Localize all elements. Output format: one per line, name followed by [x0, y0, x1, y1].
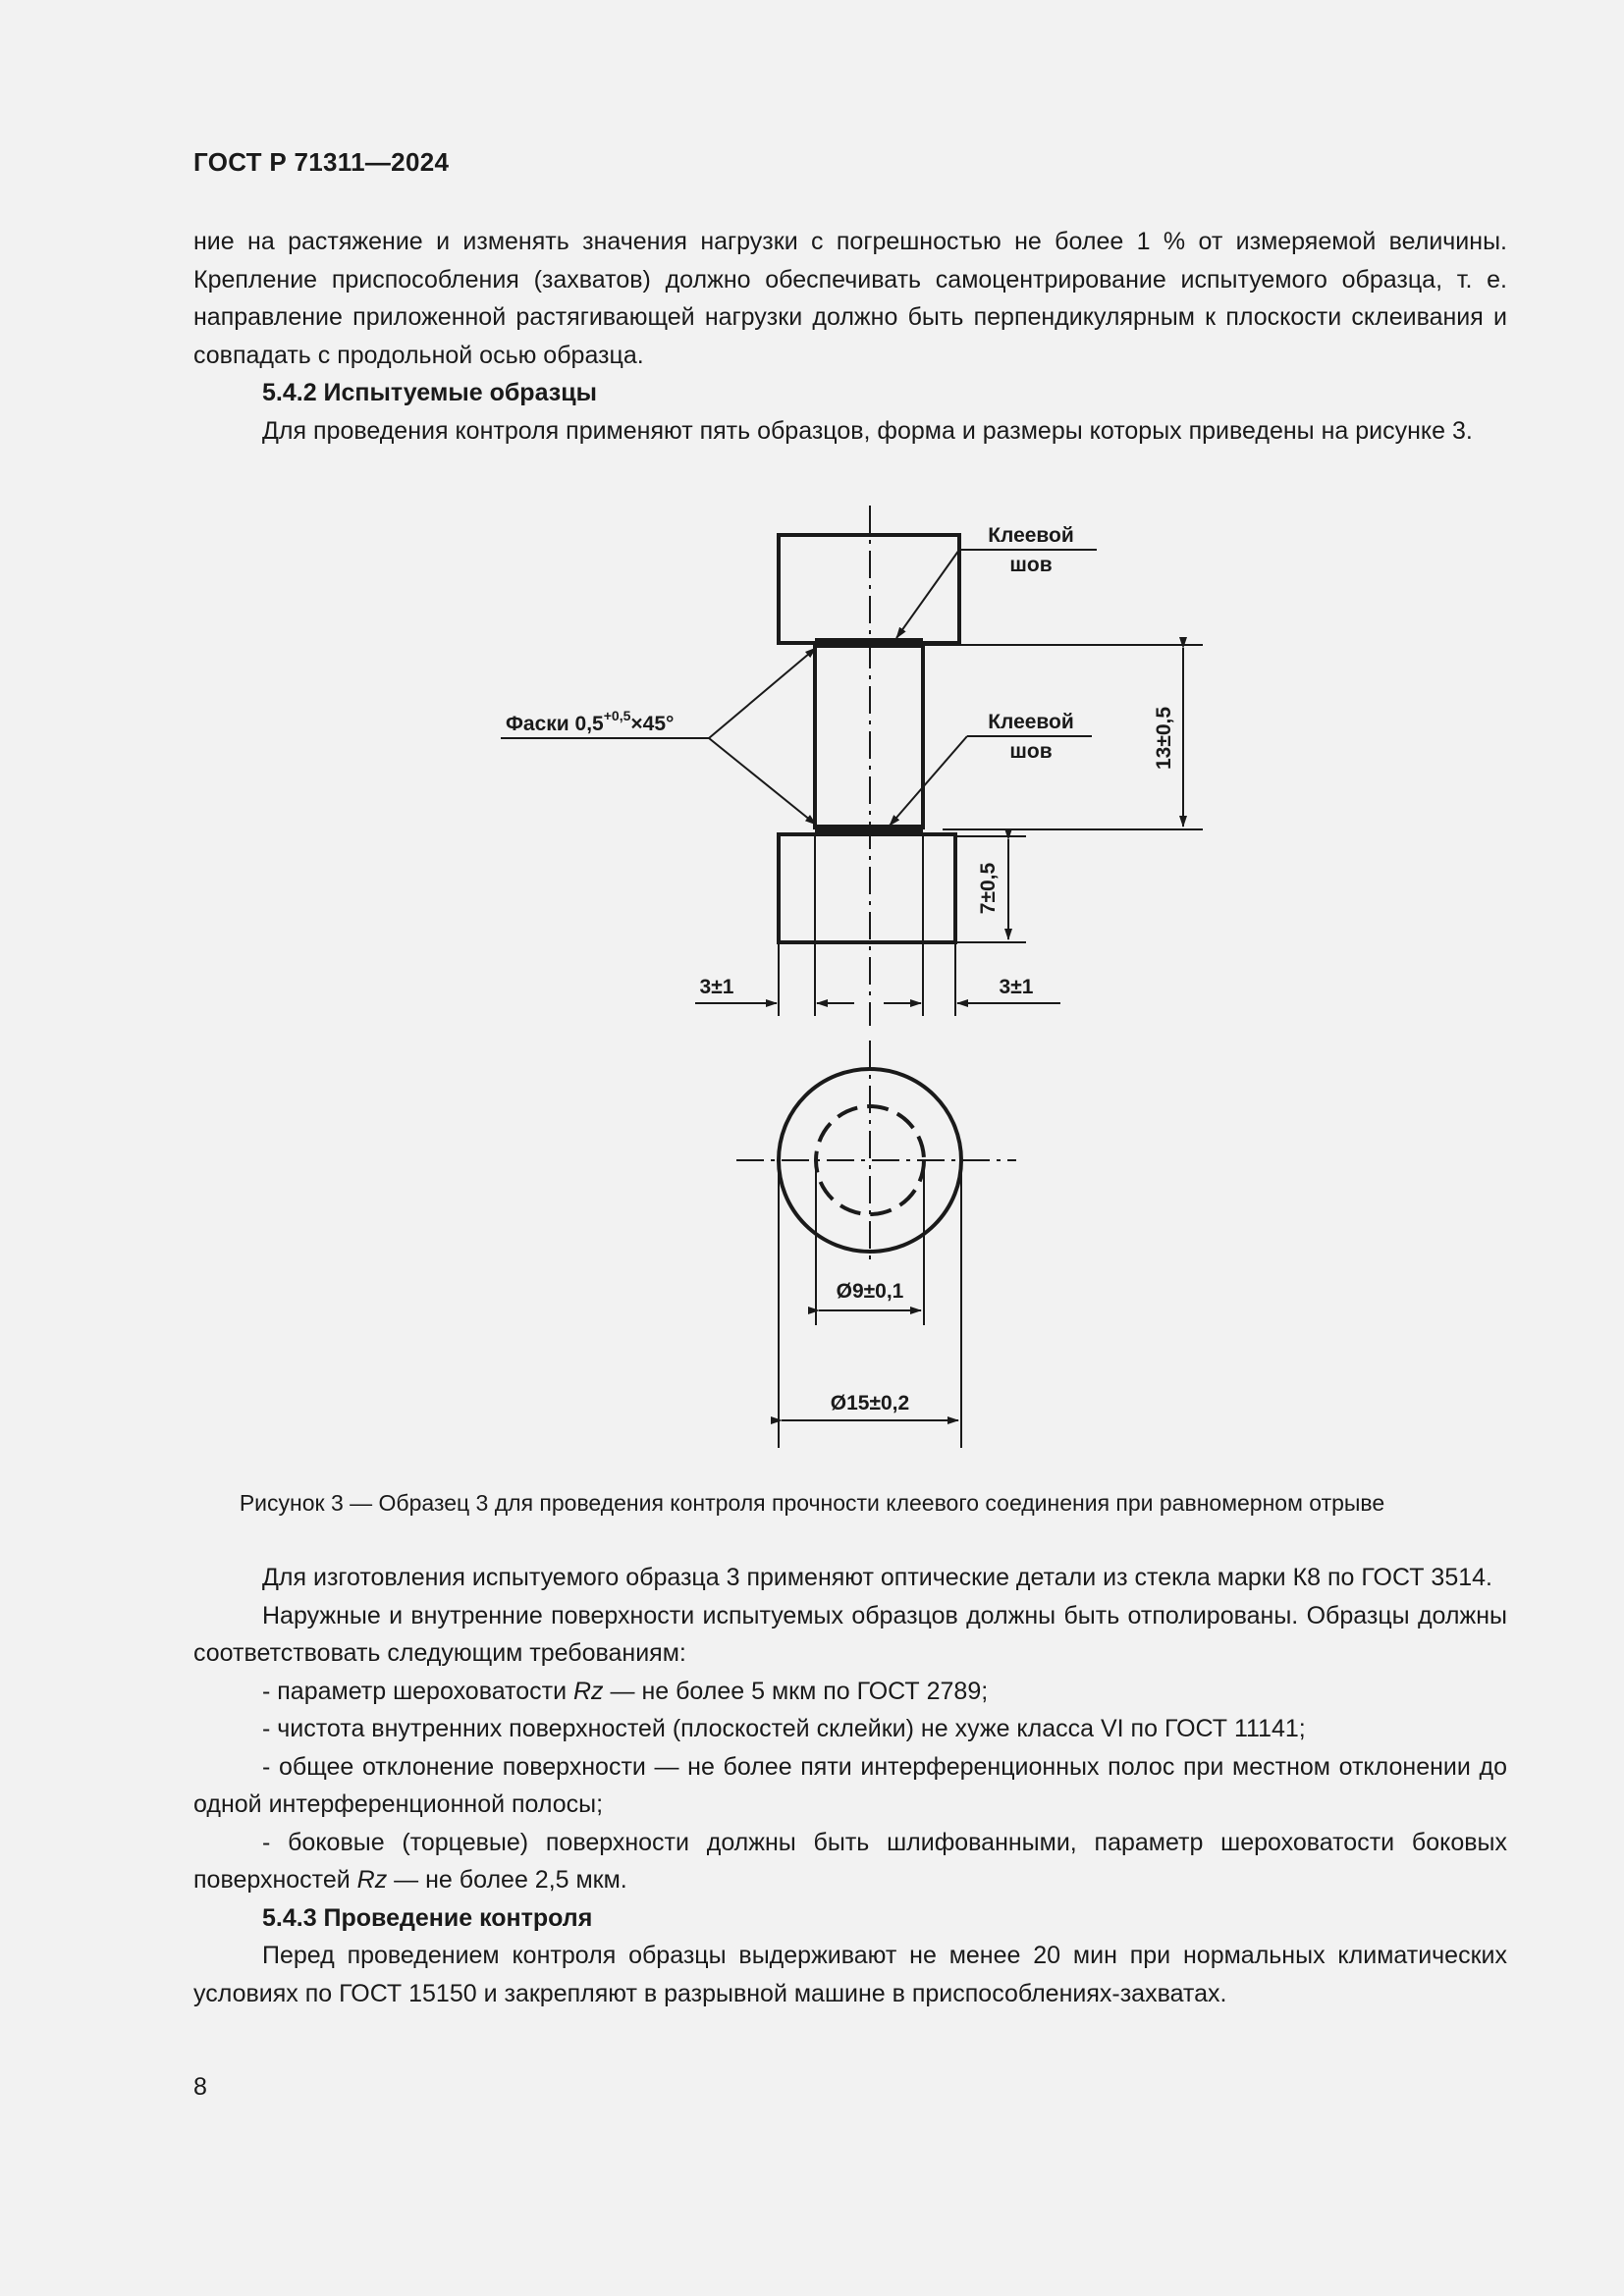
glue-seam-bottom	[815, 825, 923, 832]
dim-height-7: 7±0,5	[977, 862, 1000, 915]
label-glue-top-line1: Клеевой	[988, 524, 1074, 547]
bottom-block	[779, 834, 955, 942]
label-chamfer: Фаски $0,5^{+0,5}\times 45^\circ$	[506, 708, 675, 735]
paragraph: Для изготовления испытуемого образца 3 применяют оптические детали из стекла марки К8 по ГОСТ 3514.	[262, 1564, 1492, 1591]
dim-right-3: 3±1	[999, 976, 1034, 998]
list-item: - боковые (торцевые) поверхности должны быть шлифованными, параметр шероховатости боковых поверхностей Rz — не более 2,5 мкм.	[193, 1828, 1507, 1894]
list-item: - общее отклонение поверхности — не более пяти интерференционных полос при местном отклонении до одной интерференционной полосы;	[193, 1752, 1507, 1818]
list-item: - параметр шероховатости Rz — не более 5 мкм по ГОСТ 2789;	[262, 1677, 989, 1705]
paragraph: Для проведения контроля применяют пять образцов, форма и размеры которых приведены на рисунке 3.	[262, 416, 1473, 445]
page-number: 8	[193, 2073, 207, 2101]
text-block-bottom	[193, 1559, 1507, 2012]
section-heading-5-4-2: 5.4.2 Испытуемые образцы	[262, 379, 597, 406]
paragraph: Перед проведением контроля образцы выдерживают не менее 20 мин при нормальных климатических условиях по ГОСТ 15150 и закрепляют в разрывной машине в приспособлениях-захватах.	[193, 1942, 1507, 2007]
paragraph: ние на растяжение и изменять значения нагрузки с погрешностью не более 1 % от измеряемой величины. Крепление приспособления (захватов) должно обеспечивать самоцентрирование испытуемого образца, т. е. направление приложенной растягивающей нагрузки должно быть перпендикулярным к плоскости склеивания и совпадать с продольной осью образца.	[193, 228, 1507, 369]
dim-diameter-15: Ø15±0,2	[830, 1392, 910, 1415]
label-glue-mid-line1: Клеевой	[988, 711, 1074, 733]
list-item: - чистота внутренних поверхностей (плоскостей склейки) не хуже класса VI по ГОСТ 11141;	[262, 1715, 1306, 1742]
dim-diameter-9: Ø9±0,1	[836, 1280, 904, 1303]
paragraph: Наружные и внутренние поверхности испытуемых образцов должны быть отполированы. Образцы должны соответствовать следующим требованиям:	[193, 1601, 1507, 1667]
dim-left-3: 3±1	[699, 976, 734, 998]
label-glue-top-line2: шов	[1009, 554, 1053, 576]
dim-height-13: 13±0,5	[1153, 706, 1175, 771]
section-heading-5-4-3: 5.4.3 Проведение контроля	[262, 1903, 593, 1932]
label-glue-mid-line2: шов	[1009, 740, 1053, 763]
figure-caption: Рисунок 3 — Образец 3 для проведения контроля прочности клеевого соединения при равномерном отрыве	[239, 1490, 1385, 1516]
document-header: ГОСТ Р 71311—2024	[193, 147, 450, 177]
